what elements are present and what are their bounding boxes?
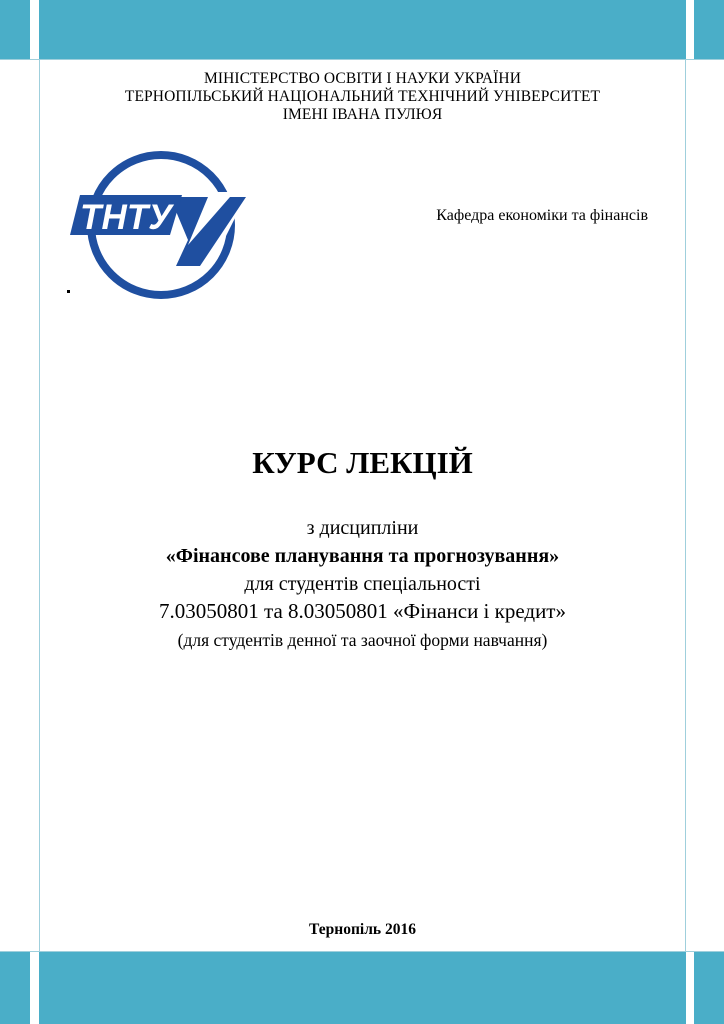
frame-band-bottom [39, 951, 686, 1024]
frame-line-bottom [0, 951, 724, 952]
page-title: КУРС ЛЕКЦІЙ [252, 445, 473, 480]
header-university-name: ІМЕНІ ІВАНА ПУЛЮЯ [282, 106, 443, 123]
stray-dot [67, 290, 70, 293]
specialty-codes: 7.03050801 та 8.03050801 «Фінанси і кредит» [159, 599, 566, 623]
ministry-header [40, 70, 685, 124]
header-ministry: МІНІСТЕРСТВО ОСВІТИ І НАУКИ УКРАЇНИ [204, 70, 521, 87]
frame-line-top [0, 59, 724, 60]
study-form: (для студентів денної та заочної форми навчання) [177, 630, 548, 650]
frame-line-left [39, 59, 40, 951]
department-name: Кафедра економіки та фінансів [436, 207, 648, 224]
logo-text: ТНТУ [80, 198, 172, 237]
frame-band-top [39, 0, 686, 59]
discipline-name: «Фінансове планування та прогнозування» [165, 545, 560, 567]
frame-band-bottom-right [694, 951, 724, 1024]
header-university: ТЕРНОПІЛЬСЬКИЙ НАЦІОНАЛЬНИЙ ТЕХНІЧНИЙ УНІВЕРСИТЕТ [124, 88, 601, 105]
frame-line-right [685, 59, 686, 951]
city-year: Тернопіль 2016 [309, 921, 416, 938]
frame-band-top-left [0, 0, 30, 59]
frame-band-bottom-left [0, 951, 30, 1024]
university-logo-icon [70, 150, 248, 300]
frame-band-top-right [694, 0, 724, 59]
discipline-label: з дисципліни [306, 517, 419, 539]
specialty-label: для студентів спеціальності [244, 573, 481, 595]
